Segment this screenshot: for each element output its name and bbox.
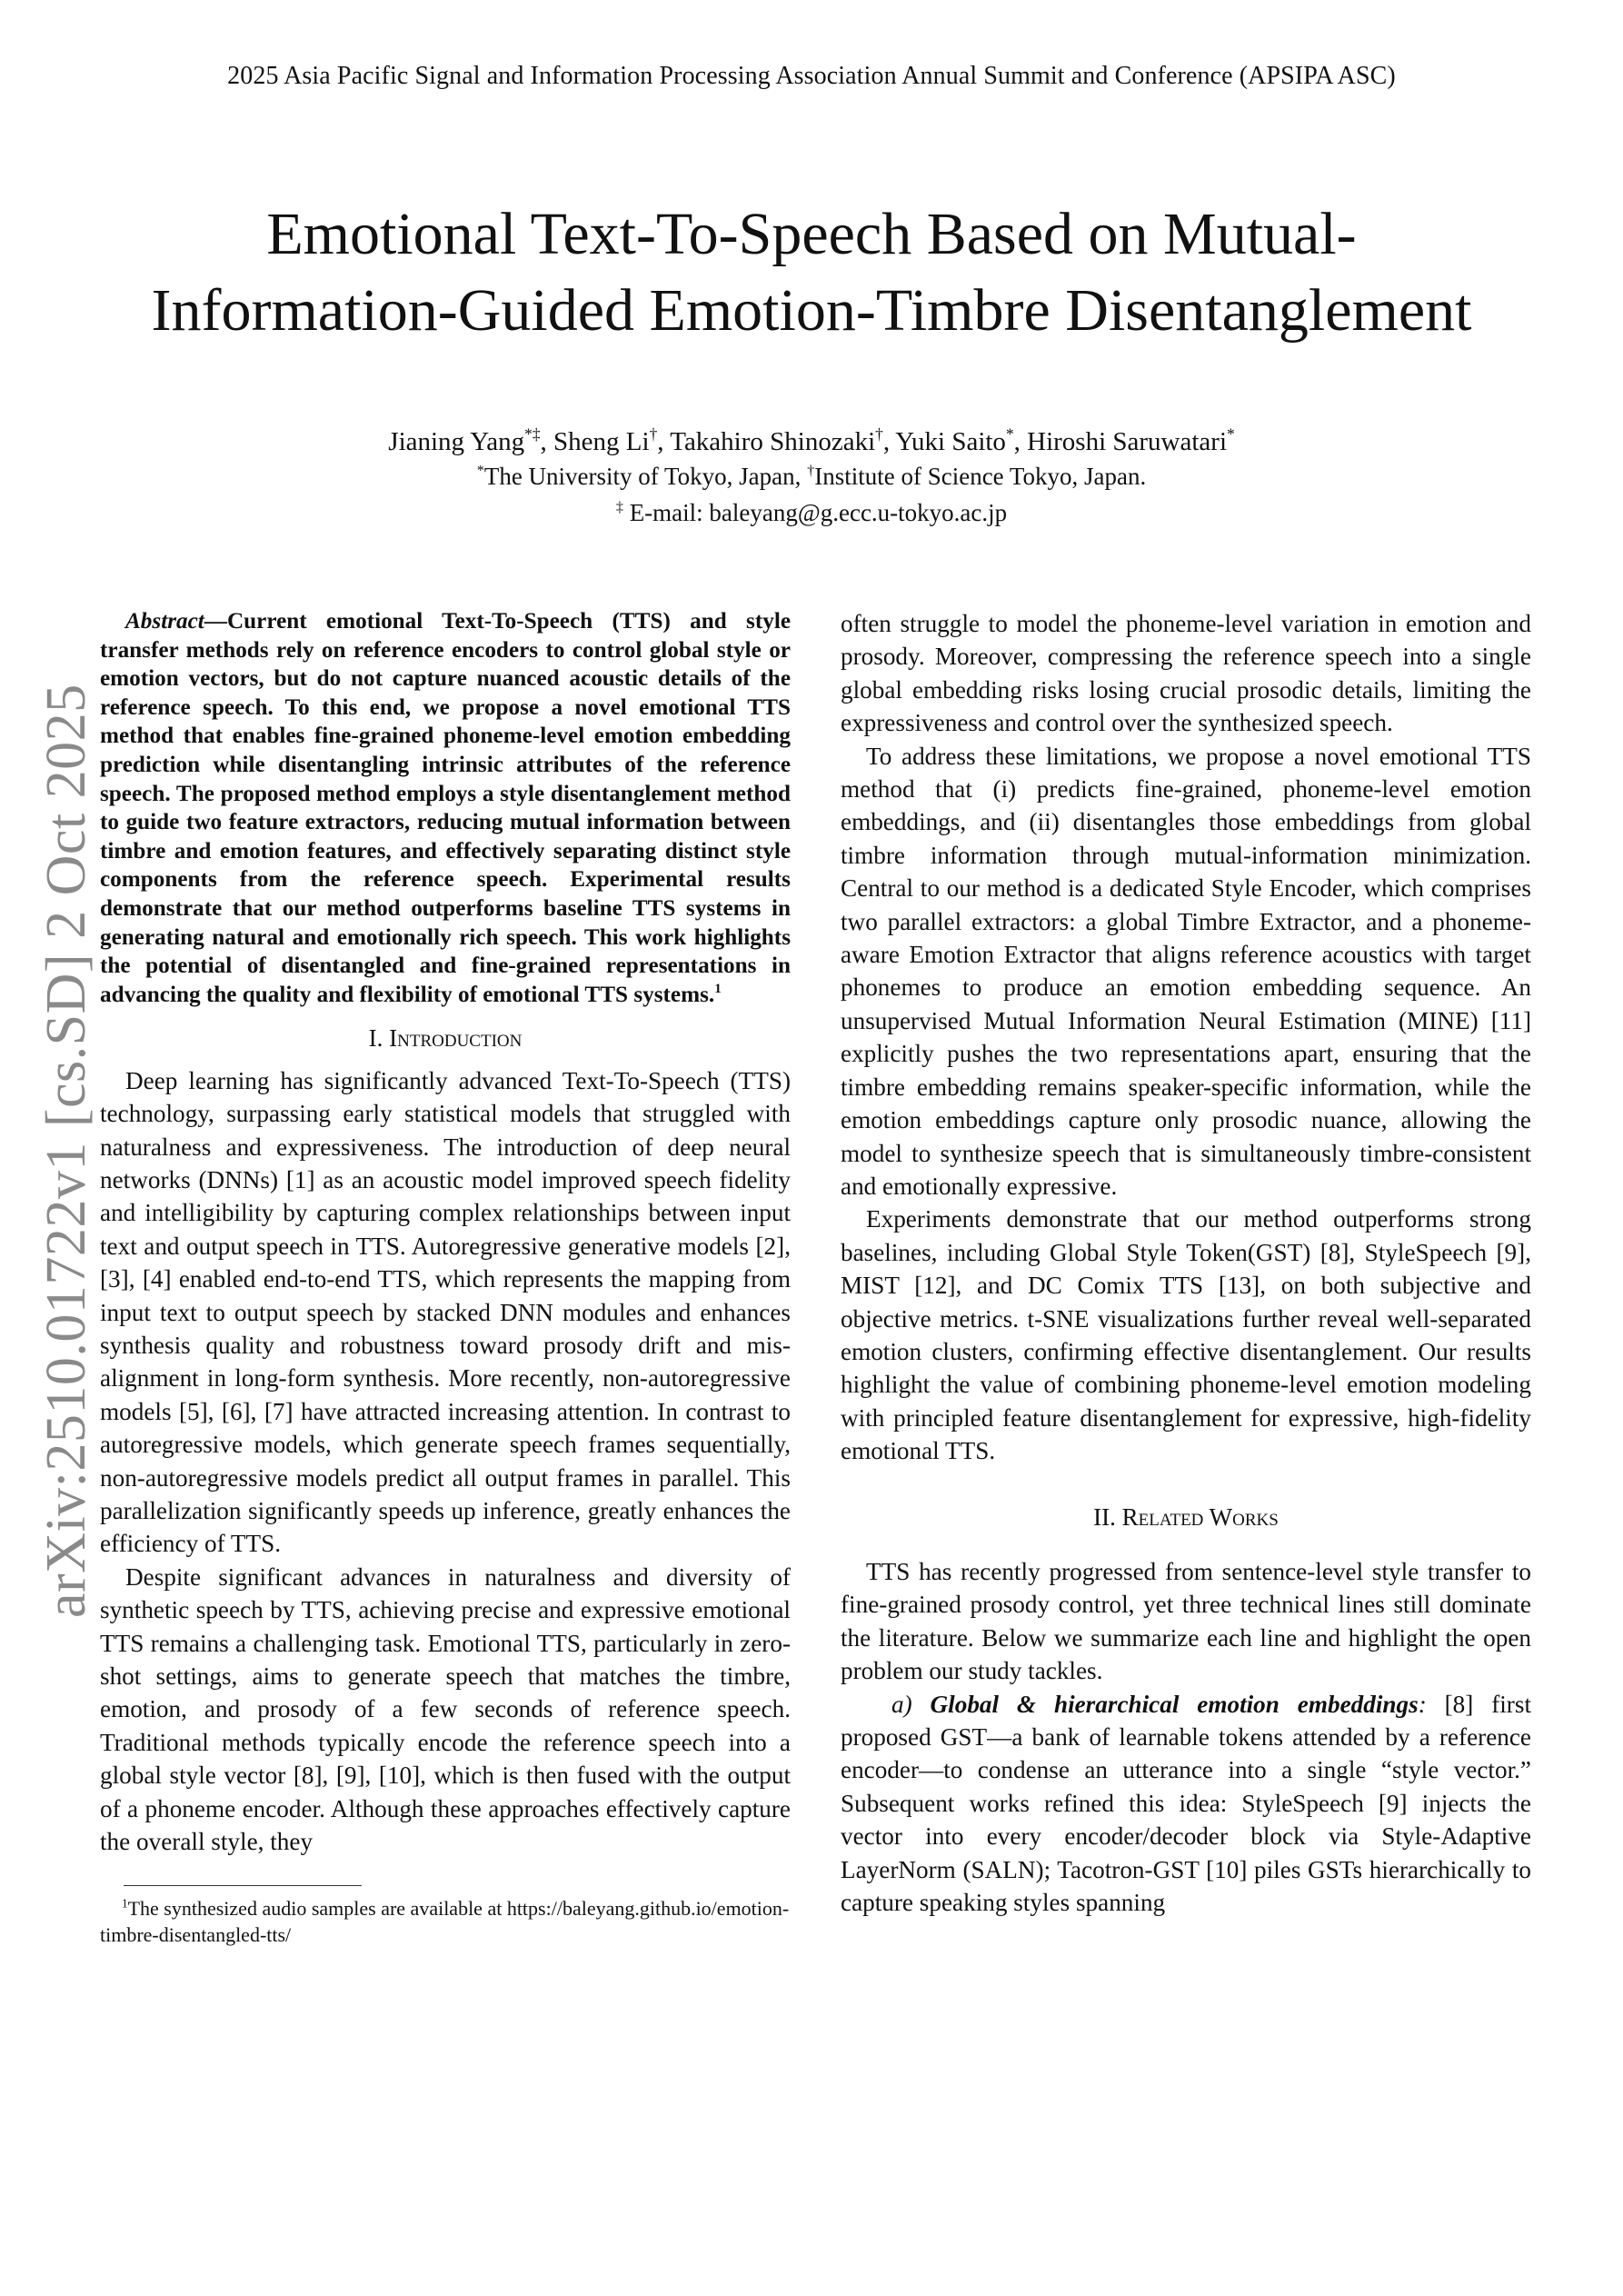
abstract-text: Current emotional Text-To-Speech (TTS) and style transfer methods rely on reference encoders to control global style or emotion vectors, but do not capture nuanced acoustic details of the reference speech. To this end, we propose a novel emotional TTS method that enables fine-grained phoneme-level emotion embedding prediction while disentangling intrinsic attributes of the reference speech. The proposed method employs a style disentanglement method to guide two feature extractors, reducing mutual information between timbre and emotion features, and effectively separating distinct style components from the reference speech. Experimental results demonstrate that our method outperforms baseline TTS systems in generating natural and emotionally rich speech. This work highlights the potential of disentangled and fine-grained representations in advancing the quality and flexibility of emotional TTS systems. — [100, 609, 791, 1007]
affiliations — [0, 462, 1623, 491]
affiliation-mark: * — [476, 462, 484, 479]
subsection-a — [841, 1688, 1531, 1920]
paragraph: Deep learning has significantly advanced Text-To-Speech (TTS) technology, surpassing early statistical models that struggled with naturalness and expressiveness. The introduction of deep neural networks (DNNs) [1] as an acoustic model improved speech fidelity and intelligibility by capturing complex relationships between input text and output speech in TTS. Autoregressive generative models [2], [3], [4] enabled end-to-end TTS, which represents the mapping from input text to output speech by stacked DNN modules and enhances synthesis quality and robustness toward prosody drift and mis-alignment in long-form synthesis. More recently, non-autoregressive models [5], [6], [7] have attracted increasing attention. In contrast to autoregressive models, which generate speech frames sequentially, non-autoregressive models predict all output frames in parallel. This parallelization significantly speeds up inference, greatly enhances the efficiency of TTS. — [100, 1066, 791, 1558]
email-mark: ‡ — [615, 498, 623, 515]
section-heading-related-works: II. Related Works — [1093, 1502, 1279, 1531]
left-column — [100, 607, 791, 1948]
affiliation-science-tokyo: Institute of Science Tokyo, Japan. — [814, 463, 1147, 490]
section-heading-introduction: I. Introduction — [368, 1024, 523, 1053]
affiliation-mark: † — [807, 462, 815, 479]
subsection-text: [8] first proposed GST—a bank of learnable tokens attended by a reference encoder—to condense an utterance into a single “style vector.” Subsequent works refined this idea: StyleSpeech [9] injects the vector into every encoder/decoder block via Style-Adaptive LayerNorm (SALN); Tacotron-GST [10] piles GSTs hierarchically to capture speaking styles spanning — [841, 1690, 1531, 1917]
paragraph-continued: often struggle to model the phoneme-level variation in emotion and prosody. Moreover, compressing the reference speech into a single global embedding risks losing crucial prosodic details, limiting the expressiveness and control over the synthesized speech. — [841, 610, 1531, 737]
author-name: Yuki Saito — [895, 427, 1006, 456]
author-name: Takahiro Shinozaki — [670, 427, 876, 456]
author-name: Sheng Li — [553, 427, 650, 456]
author-marks: † — [649, 424, 658, 444]
footnote — [100, 1895, 791, 1948]
email-text: E-mail: baleyang@g.ecc.u-tokyo.ac.jp — [622, 499, 1008, 526]
conference-header: 2025 Asia Pacific Signal and Information Processing Association Annual Summit and Conference (APSIPA ASC) — [227, 62, 1396, 90]
paragraph: Despite significant advances in naturalness and diversity of synthetic speech by TTS, achieving precise and expressive emotional TTS remains a challenging task. Emotional TTS, particularly in zero-shot settings, aims to generate speech that matches the timbre, emotion, and prosody of a few seconds of reference speech. Traditional methods typically encode the reference speech into a global style vector [8], [9], [10], which is then fused with the output of a phoneme encoder. Although these approaches effectively capture the overall style, they — [100, 1562, 791, 1856]
author-marks: * — [1227, 424, 1235, 444]
footnote-divider — [124, 1885, 362, 1886]
contact-email — [0, 498, 1623, 527]
author-name: Hiroshi Saruwatari — [1027, 427, 1228, 456]
subsection-label: a) — [891, 1690, 931, 1718]
author-marks: * — [1005, 424, 1014, 444]
paragraph: Experiments demonstrate that our method outperforms strong baselines, including Global Style Token(GST) [8], StyleSpeech [9], MIST [12], and DC Comix TTS [13], on both subjective and objective metrics. t-SNE visualizations further reveal well-separated emotion clusters, confirming effective disentanglement. Our results highlight the value of combining phoneme-level emotion modeling with principled feature disentanglement for expressive, high-fidelity emotional TTS. — [841, 1205, 1531, 1465]
arxiv-stamp: arXiv:2510.01722v1 [cs.SD] 2 Oct 2025 — [35, 684, 97, 1618]
paper-title: Emotional Text-To-Speech Based on Mutual-Information-Guided Emotion-Timbre Disentanglement — [151, 201, 1472, 344]
author-marks: † — [875, 424, 883, 444]
paragraph: TTS has recently progressed from sentence-level style transfer to fine-grained prosody control, yet three technical lines still dominate the literature. Below we summarize each line and highlight the open problem our study tackles. — [841, 1557, 1531, 1685]
right-column — [841, 607, 1531, 1919]
paragraph: To address these limitations, we propose a novel emotional TTS method that (i) predicts fine-grained, phoneme-level emotion embeddings, and (ii) disentangles those embeddings from global timbre information through mutual-information minimization. Central to our method is a dedicated Style Encoder, which comprises two parallel extractors: a global Timbre Extractor, and a phoneme-aware Emotion Extractor that aligns reference acoustics with target phonemes to produce an emotion embedding sequence. An unsupervised Mutual Information Neural Estimation (MINE) [11] explicitly pushes the two representations apart, ensuring that the timbre embedding remains speaker-specific information, while the emotion embeddings capture only prosodic nuance, allowing the model to synthesize speech that is simultaneously timbre-consistent and emotionally expressive. — [841, 742, 1531, 1200]
affiliation-tokyo: The University of Tokyo, Japan, — [483, 463, 802, 490]
author-list: Jianing Yang*‡, Sheng Li†, Takahiro Shinozaki†, Yuki Saito*, Hiroshi Saruwatari* — [388, 424, 1235, 456]
abstract-dash: — — [204, 609, 227, 634]
footnote-mark: 1 — [122, 1896, 128, 1911]
subsection-colon: : — [1418, 1690, 1427, 1718]
footnote-text[interactable]: The synthesized audio samples are available at https://baleyang.github.io/emotion-timbre-disentangled-tts/ — [100, 1897, 790, 1947]
author-marks: *‡ — [524, 424, 541, 444]
abstract-label: Abstract — [125, 609, 204, 634]
footnote-ref[interactable]: 1 — [714, 981, 722, 996]
abstract — [100, 607, 791, 1009]
author-name: Jianing Yang — [388, 427, 525, 456]
subsection-title: Global & hierarchical emotion embeddings — [930, 1690, 1419, 1718]
